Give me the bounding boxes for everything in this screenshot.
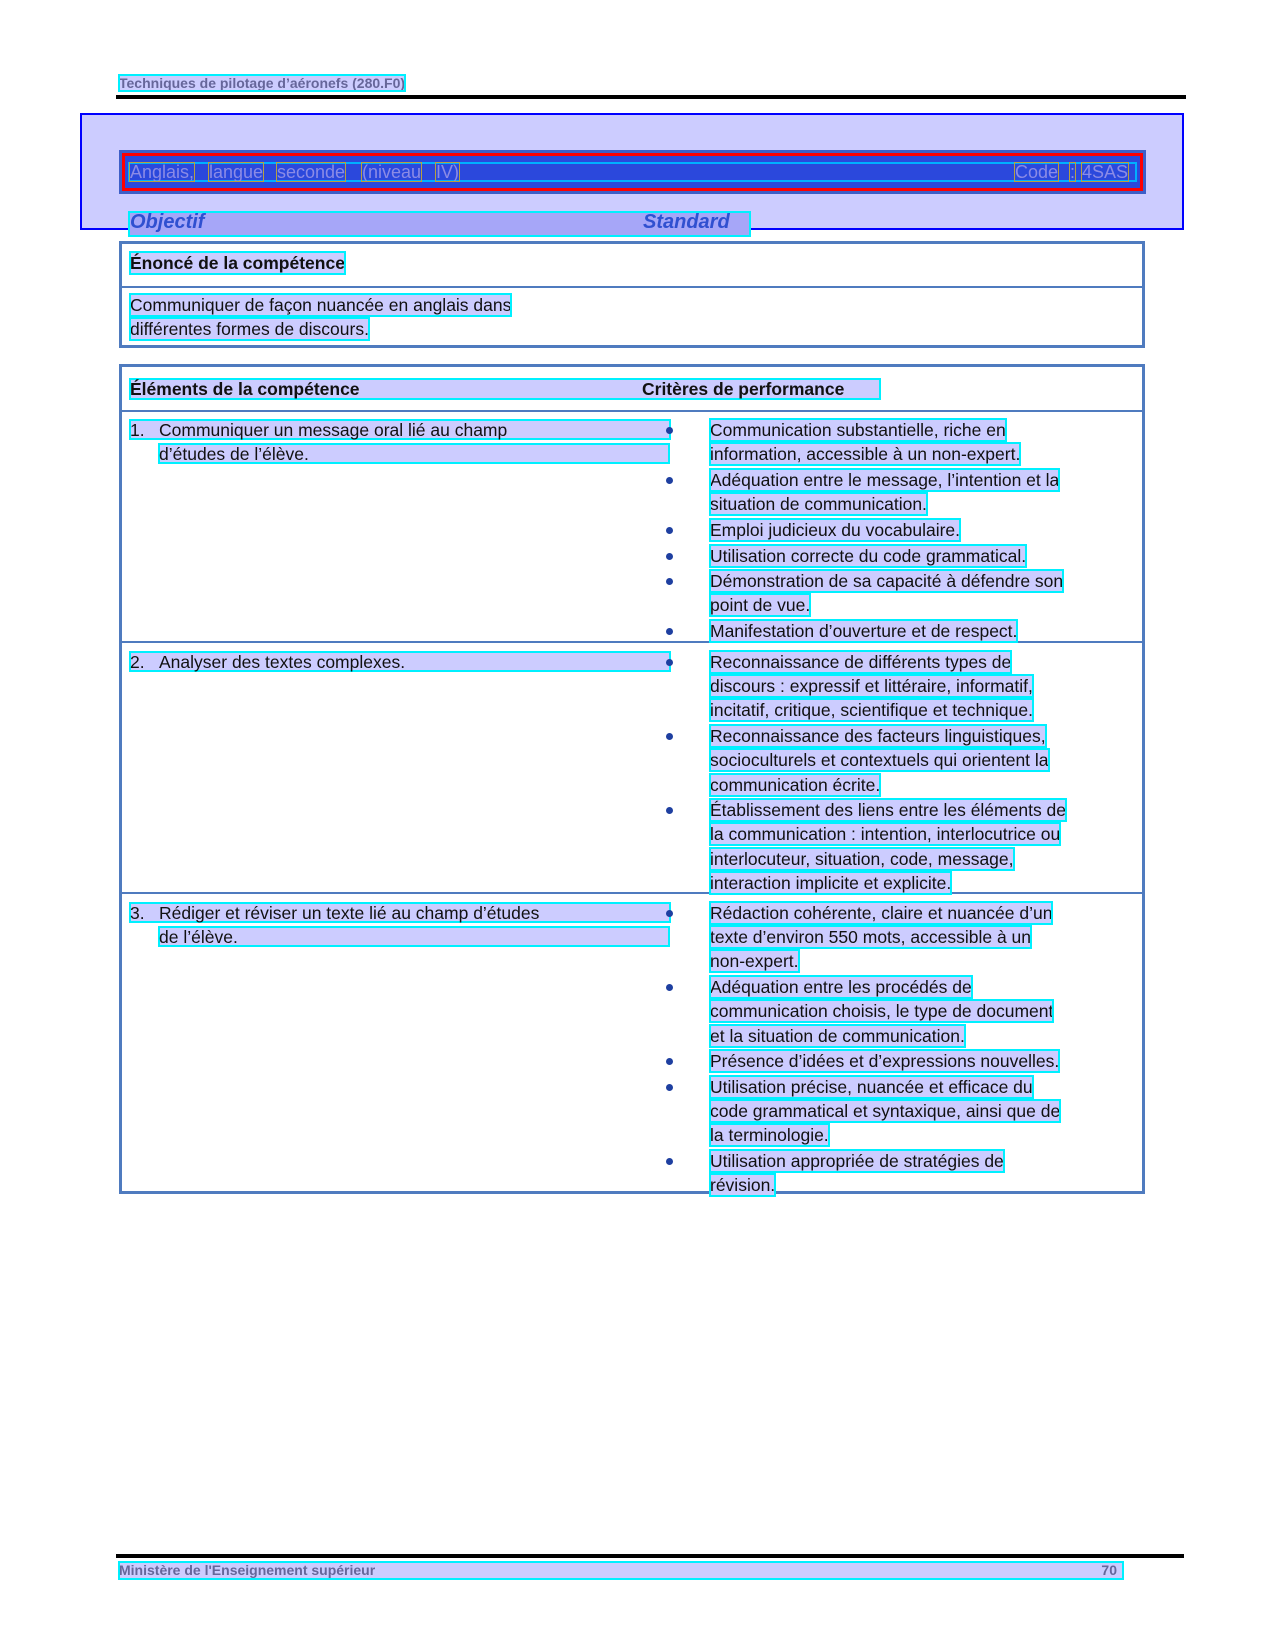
element-number: 1. [130,420,145,440]
bullet-icon [666,477,673,484]
criterion-text: communication écrite. [710,774,881,795]
criterion-text: interaction implicite et explicite. [710,872,952,893]
running-header: Techniques de pilotage d’aéronefs (280.F0) [119,75,406,91]
title-word: seconde [277,162,346,182]
criterion-text: Utilisation précise, nuancée et efficace du [710,1076,1033,1097]
criterion-text: Communication substantielle, riche en [710,420,1006,440]
code-label: Code [1015,162,1059,182]
criterion-text: information, accessible à un non-expert. [710,444,1021,465]
criterion-text: Utilisation appropriée de stratégies de [710,1151,1004,1171]
criterion-text: point de vue. [710,595,811,616]
criterion-text: interlocuteur, situation, code, message, [710,848,1014,869]
criterion-text: Emploi judicieux du vocabulaire. [710,519,960,540]
criterion-text: la terminologie. [710,1125,829,1146]
standard-label: Standard [643,211,730,233]
criterion-text: Manifestation d’ouverture et de respect. [710,621,1018,642]
footer [119,1562,1123,1579]
criterion-text: texte d’environ 550 mots, accessible à un [710,927,1032,948]
criterion-text: situation de communication. [710,494,927,515]
element-text: Rédiger et réviser un texte lié au champ d’études [159,903,540,923]
title-word: IV) [436,162,460,182]
footer-ministry: Ministère de l'Enseignement supérieur [119,1562,376,1578]
element-number: 3. [130,903,145,923]
page-number: 70 [1101,1562,1117,1578]
element-number: 2. [130,652,145,672]
criterion-text: Adéquation entre le message, l’intention et la [710,469,1060,490]
criterion-text: socioculturels et contextuels qui orientent la [710,750,1049,771]
criterion-text: Utilisation correcte du code grammatical. [710,545,1027,566]
element-text: Communiquer un message oral lié au champ [159,420,508,440]
objectif-label: Objectif [130,211,205,233]
bullet-icon [666,659,673,666]
enonce-line: Communiquer de façon nuancée en anglais dans [130,295,512,315]
criterion-text: Adéquation entre les procédés de [710,977,972,998]
bullet-icon [666,553,673,560]
title-word: Anglais, [130,162,195,182]
col-header-criteres: Critères de performance [642,379,845,399]
criterion-text: Rédaction cohérente, claire et nuancée d’un [710,903,1053,923]
bullet-icon [666,427,673,434]
element-text: Analyser des textes complexes. [159,652,406,672]
criterion-text: la communication : intention, interlocutrice ou [710,824,1061,845]
enonce-line: différentes formes de discours. [130,319,369,339]
title-word: langue [209,162,264,182]
code-colon: : [1070,162,1076,182]
title-word: (niveau [362,162,422,182]
row-divider [122,410,1142,412]
criterion-text: non-expert. [710,951,799,972]
criterion-text: et la situation de communication. [710,1025,965,1046]
criterion-text: Présence d’idées et d’expressions nouvelles. [710,1051,1060,1072]
footer-rule [116,1554,1184,1558]
code-value: 4SAS [1082,162,1129,182]
criterion-text: communication choisis, le type de document [710,1001,1054,1022]
col-header-elements: Éléments de la compétence [130,379,360,399]
element-text: de l’élève. [159,927,238,948]
element-text: d’études de l’élève. [159,444,309,465]
criterion-text: Reconnaissance de différents types de [710,652,1012,672]
bullet-icon [666,1084,673,1091]
criterion-text: Démonstration de sa capacité à défendre son [710,571,1064,592]
criterion-text: code grammatical et syntaxique, ainsi que de [710,1101,1061,1122]
header-rule [116,95,1186,99]
criterion-text: révision. [710,1175,776,1196]
bullet-icon [666,1158,673,1165]
criterion-text: discours : expressif et littéraire, informatif, [710,676,1033,697]
row-divider [122,286,1142,288]
bullet-icon [666,910,673,917]
criterion-text: Reconnaissance des facteurs linguistiques, [710,726,1046,747]
row-divider [122,892,1142,894]
enonce-heading: Énoncé de la compétence [130,253,345,273]
criterion-text: incitatif, critique, scientifique et technique. [710,700,1033,721]
bullet-icon [666,527,673,534]
criterion-text: Établissement des liens entre les éléments de [710,800,1067,821]
